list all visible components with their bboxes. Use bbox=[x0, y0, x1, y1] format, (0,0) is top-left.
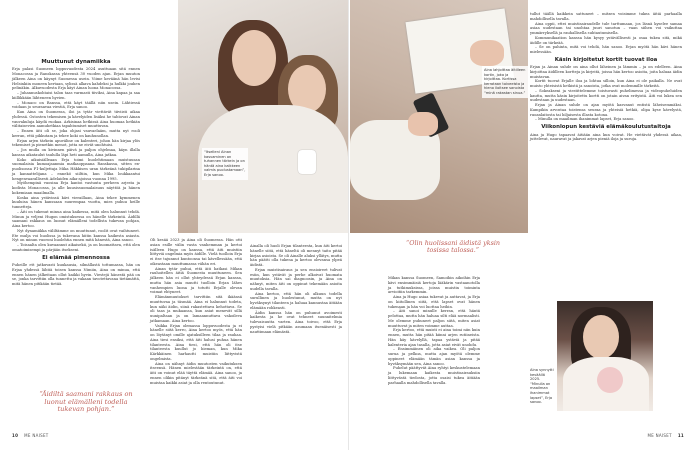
paragraph: Elämänmuutokset tarvittiin sitä ikäänsä muuttuvaa ja täsmää. Aina ei halunnut todeta, kun näki äidin, siinä rakastettava kehottava. Se oli taas ja mukaansa, kun asiat menevät sillä uunipaltaan ja on lamaannuttava vakoileva jatkamaan. Aina kertoo. bbox=[150, 295, 242, 323]
photo-mother-daughter bbox=[178, 0, 348, 233]
paragraph: Äidin kanssa hän on puhunut avoimesti kaikesta ja he ovat tehneet suunnitelmia tulevaisuutta varten. Aina toivoo, että Erja pystyisi vielä pitkään asumaan itsenäisesti ja nauttimaan elämästä. bbox=[250, 310, 342, 334]
paragraph: – Äiti sanoi minulle kerran, että häntä pelottaa, mutta hän haluaa silti elää normaalisti. Me olemme puhuneet paljon siitä, miten asiat muuttuvat ja miten voimme auttaa. bbox=[388, 309, 480, 328]
paragraph: – Ensimmäinen oli aika vaikea. Oli paljon surua ja pelkoa, mutta ajan myötä olemme oppineet elämään tämän asian kanssa ja hyväksymään sen, Aina sanoo. bbox=[388, 347, 480, 366]
section-heading: Käsin kirjoitetut kortit tuovat iloa bbox=[554, 56, 658, 63]
paragraph: Nyt dynamiikka väliltämme on muuttunut, roolit ovat vaihtuneet. Ete mulja voi huolissa ja tukevana hiitin kanssa kaikesta asiasta. Nyt on minun vuoroni huolehtia ennen mitä hänestä, Aina sanoo. bbox=[12, 228, 140, 243]
photo-cup-shape bbox=[298, 150, 316, 174]
paragraph: Erjan ja Ainan suhde on aina ollut läheinen ja lämmin – ja on edelleen. Aina kirjoittaa äidilleen kortteja ja kirjeitä, joissa hän kertoo asioita, joita haluaa äidin muistavan. bbox=[530, 65, 682, 79]
paragraph: Ainalla oli huoli Erjan tilanteesta, kun äiti kertoi hänelle siitä, että häneltä oli mennyt taito pitää kirjaa asioista. Se oli Ainalle aluksi yllätys, mutta hän päätti olla tukena ja kertoo olevansa ylpeä äidistä. bbox=[250, 244, 342, 267]
paragraph: Oli kesää 2023 ja Aina oli Suomessa. Hän otti asian esille välin vasta vanhemman ja kertoi isälleen Hugo on kanssa, että äiti muistiin liittyviä ongelmia myös äidille. Vielä tuolloin Erja ei itse tajunnut kuntoonsa tai kävellessään, että oikeastaan muuttumassa vähän eri. bbox=[150, 238, 242, 266]
article-column bbox=[388, 276, 480, 385]
photo-caption: Aina lahjoittaa äitilleen kortin, joka ja kirjoittaa. Kortissa kerrotaan toiveeista ja hieno iloitsee sanoista “minä rakastan sinua.” bbox=[482, 66, 528, 98]
photo-caption: “Itselleni Ainan kasvaminen on tuhannen tärkein ja on häntä aina kaikkeen valmis puolustamaan”, Erja sanoo. bbox=[202, 148, 248, 180]
paragraph: Mikan kanssa Suomeen, Samoihin aikoihin Erja kävi ensimmäisiä kertoja lääkärin vastaanotolla ja tutkimuksissa, joissa muistin toiminta arvioitiin tarkemmin. bbox=[388, 276, 480, 295]
paragraph: Myöhempinä vuosina Erja kantoi vastuuta perheen arjesta ja kodista Monacossa, ja alle kuusissuomalaisuus näyttöä ja hänen kokemiaan maailmalla. bbox=[12, 181, 140, 195]
paragraph: Erjan muistisairaus ja sen ensioireet tulivat esiin, kun ystävät ja perhe alkoivat huomata muutoksia. Hän sai diagnoosin, ja Aina on nähnyt, miten äiti on oppinut tekemään asioita uudella tavalla. bbox=[250, 267, 342, 291]
paragraph: – Monaco on Ranssa, että käyt täällä niin usein. Lähtiessä voidaan jo seuraavaa viestiä, Erja sanoo. bbox=[12, 100, 140, 110]
paragraph: Aina ja Hugo tapaavat äitiään aina kun voivat. He viettävät yhdessä aikaa, juttelevat, nauravat ja jakavat arjen pieniä iloja ja suruja. bbox=[530, 132, 682, 142]
paragraph: – Äiti on tukenut minua aina kaikessa, mitä olen halunnut tehdä. Minun ja veljeni Hugon omistuksessa on hänelle tärkeintä. Äidillä saamani rakkaus on luonut elämälleni todellista tukevan pohjan, Aina kertoo. bbox=[12, 209, 140, 229]
paragraph: Koko aikuisiälleaan Erja toimi huolehtimaan muistuusan suomalaisia kumoajaanmia matkaoppaana Ranskassa, sitten ex-puolisonsa F1-kuljettaja Mika Häkkisen uran tärkeänä tukipilarina ja kannattelijana – ennekö siiltiin, kun Mika loukkaantui hengenvaarallisesti Adelaiden aika-ajoissa vuonna 1995. bbox=[12, 157, 140, 181]
magazine-name: ME NAISET bbox=[24, 433, 49, 438]
paragraph: Vaikka Erjan olemassa loppuvuodesta ja ei hänelle siitä kerro, Aina kertoo myös, että hän on löytänyt omille ajatuksilleen tilaa ja rauhaa. Aina tiesi ensiksi, että äiti halusi puhua hänen tilanteesta. Aina tiesi, että hän oli itse tilanteesta kuullut jo hieman, kun Mika Kärkkäinen harhautti muistiin liittyvistä ongelmista. bbox=[150, 323, 242, 361]
section-heading: Muuttunut dynamiikka bbox=[41, 59, 111, 65]
photo-caption: Aina synnytti keväällä 2025. “Minulla on maailman ihanimmat lapset”, Erja sanoo. bbox=[530, 368, 554, 405]
paragraph: – Ennen äiti oli se, joka ohjasi vauvaelaäm, mutta nyt rooli kerran, että pikkutam ja tekee koki on kauhunollan. bbox=[12, 129, 140, 138]
photo-face-shape bbox=[583, 315, 619, 359]
page-number: 10 bbox=[12, 433, 19, 438]
pull-quote: “Äidiltä saamani rakkaus on luonut elämälleni todella tukevan pohjan.” bbox=[39, 390, 133, 414]
photo-card-hands bbox=[350, 0, 528, 233]
paragraph: – Juhannuskohtaisi talon taas varmasti tiiviksi, Aina kapaa ja saa kiillikkään lähteneen hyvien. bbox=[12, 91, 140, 100]
section-heading: Viikonlopun kestäviä elämäkoulutustaitoja bbox=[541, 124, 671, 131]
page-footer-left bbox=[12, 433, 49, 438]
paragraph: Aina ja Hugo asiaa tukevat ja auttavat, ja Erja on kiitollinen siitä, että lapset ovat hänen tukenaan ja hän voi luottaa heihin. bbox=[388, 295, 480, 309]
photo-baby bbox=[557, 301, 653, 411]
paragraph: – Se on pahinta, mitä voi tehdä, hän sanoo. Erjan myötä hän kävi hänen mielessään. bbox=[530, 45, 682, 54]
paragraph: Aina on nähnyt äidin muutosten vaikutuksen itseensä. Hänen mielestään tärkeintä on, että äiti on voinut elää täyttä elämää. Aina sanoo, ja ennen olikin pitänyt tärkeänä sitä, että äiti voi muistaa kaikki asiat ja olla rentoutunut. bbox=[150, 361, 242, 385]
magazine-name: ME NAISET bbox=[647, 433, 672, 438]
paragraph: – Sokeakseni ja viestittelemme toistuvasti puhelimessa ja videopuheluiden kautta, mutta käsin kirjoitettu kortti on jotain aivan erityistä. Äiti voi lukea sen uudestaan ja uudestaan. bbox=[530, 88, 682, 103]
article-column bbox=[250, 244, 342, 334]
paragraph: Aina kertoo, että hän oli alkuun todella surullinen ja huolestunut, mutta on nyt hyväksynyt tilanteen ja haluaa kannustaa äitiään elämään rohkeasti. bbox=[250, 291, 342, 310]
paragraph: Erjan arjen tärkein apuväline on kalenteri, johon hän kirjaa ylös tekemiset ja pienetkin menot, jotta ne eivät unohtuisi. bbox=[12, 138, 140, 148]
paragraph: – Minulla on maailman ihanimmat lapset, Erja sanoo. bbox=[535, 117, 635, 122]
paragraph: Erja kertoo, että muisti ei aina toimi niin kuin ennen, mutta hän pitää kiinni arjen rutiineista. Hän käy kävelyllä, tapaa ystäviä ja pitää kalenteria ajan tasalla, jotta asiat eivät unohdu. bbox=[388, 328, 480, 347]
paragraph: – Jos mulla on kivinnen päivä ja paljon ohjelmaa, käyn illalla kanssa aikataulut taululla läpi heti aamulla, Aina jatkaa. bbox=[12, 148, 140, 157]
page-footer-right bbox=[647, 433, 684, 438]
paragraph: Ainan tytär puhui, että äiti hatkasi Mikan rauhoitellen äitiä Suomesta muuttuneen. Sen jälkeen hän ei ollut yhteydessä Erjan kanssa, mutta hän asia muutti tuolloin Erjan lähes vanhempien luona ja totutti Erjalle olevan voimat ehtyneet. bbox=[150, 266, 242, 295]
photo-baby-shape bbox=[597, 367, 623, 393]
paragraph: Koska aina ystävinsä kävi vieraillaan, Aina tekee kymmenen kuuluisa hänen kanssaan suurempaa vuotta, mies puhuu heille tunnetteja. bbox=[12, 195, 140, 210]
page-number: 11 bbox=[677, 433, 684, 438]
paragraph: Erja palasi Suomeen loppuvuodesta 2024 asuttuaan sitä ennen Monacossa ja Ranskassa yhteensä 30 vuoden ajan. Erjan muuton jälkeen Aina on käynyt Suomessa usein. Viime keväänä hän levisi Helsinkiin moneen kertaan, sylissä alkava kahdeksi ja hulkki jouhen pelinäkin. Alkuvuodesta Erja käyt Ainan luona Monacossa. bbox=[12, 67, 140, 91]
photo-hand-shape bbox=[408, 112, 438, 136]
article-column bbox=[150, 238, 242, 385]
photo-hand-shape bbox=[470, 40, 504, 66]
paragraph: Kun Aina on Suomessa, iloi ja tytär viettävät tiiviisti aikaa yhdessä. Ostosten tekemisen ja kävelyiden lisäksi he tahtovat Ainan vauvakuluja käydä ruokaa. Arkisinaa hetkissä Aina huomaa hetkiän välitaisevien aamuhetkiaa tapahtumiset muuttuvan. bbox=[12, 110, 140, 129]
paragraph: – Toisaalta olen kuvaannut aikaisekii, ja on huomattava, että olen omatoimisempi ja pärjään itsekseni. bbox=[12, 243, 140, 252]
article-column-left bbox=[12, 57, 140, 287]
photo-face-shape bbox=[232, 30, 276, 86]
paragraph: Puhelut päättyvät Aina ryhtyi keskustelemaan ja lukemaan kaikesta muistisairauksiin liittyvästä tiedosta, jotta osaisi tukea äitiään parhaalla mahdollisella tavalla. bbox=[388, 366, 480, 385]
paragraph: Kommunikaation kanssa hän kysyy ystävällisesti ja osaa tukea sitä, mikä äidille on tärkeää. bbox=[530, 35, 682, 45]
section-heading: Ei elämää pimennossa bbox=[42, 254, 110, 261]
paragraph: Aina oppii, ettei muistisairaudelle tule tarttumaan, jos läsnä kyselee samaa asiaa uudestaan tai unohtaa juuri sanotun – vaan siihen voi vaikuttaa ymmärryksellä ja rauhallisella suhtautumisella. bbox=[530, 21, 682, 35]
pull-quote: “Olin huolissani äidistä yksin tosissa talossa.” bbox=[405, 239, 501, 255]
page-fold bbox=[348, 0, 349, 450]
paragraph: Puheille ett jatkuvasti kuukausia, silmällastä tottumassa, hän on Erjaa yhdessä lähtiä toisen kanssa Nimiin, Aina on minua, että ennen hänen jälkeitaan ollut kaikki hyvin. Viestejä hänestä pää on se, jonka tarvittiin olla tunnettu ja vakaan tavotettavana tietämättä, mitä hänen pitikään tietää. bbox=[12, 263, 140, 287]
paragraph: Kortit tuovat Erjalle iloa ja lohtua silloin, kun Aina ei ole paikalla. Ne ovat muisto yhteisistä hetkistä ja sanoista, jotka ovat molemmille tärkeitä. bbox=[530, 79, 682, 89]
paragraph: tullut täällä kaikkein sattuneet – mitzen voisimme tukea äitiä parhaalla mahdollisella tavalla. bbox=[530, 12, 682, 21]
article-column-right bbox=[530, 12, 682, 142]
paragraph: Erjan ja Ainan suhde on ajan myötä kasvanut entistä läheisemmäksi. Kumpikin arvostaa toistensa seuraa ja yhteisiä hetkiä, olipa kyse kävelystä, ruoanlaitosta tai hiljaisesta illasta kotona. bbox=[530, 103, 682, 117]
